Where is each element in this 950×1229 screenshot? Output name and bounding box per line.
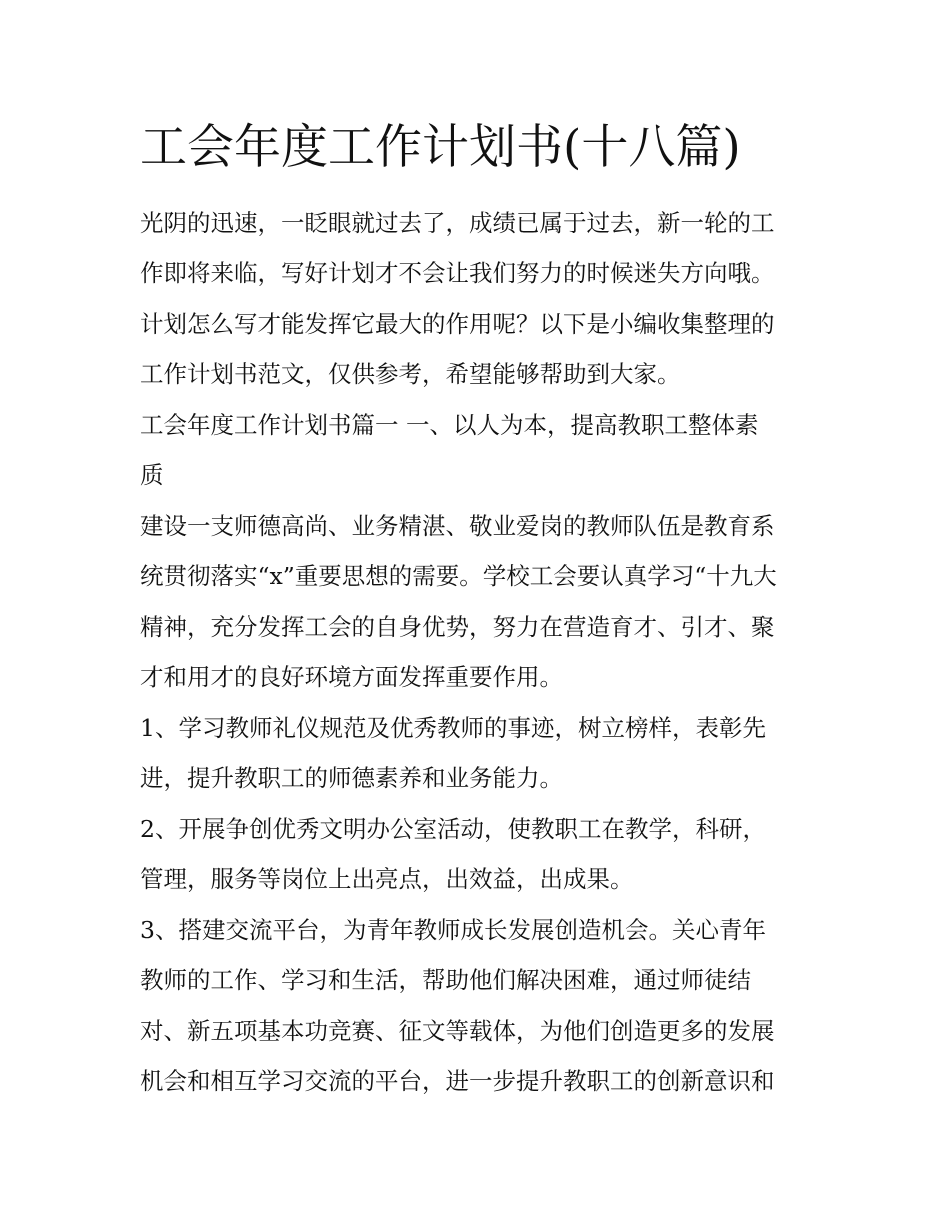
- list-item-line: 教师的工作、学习和生活，帮助他们解决困难，通过师徒结: [140, 966, 751, 994]
- paragraph-line: 才和用才的良好环境方面发挥重要作用。: [140, 663, 563, 691]
- list-item-line: 机会和相互学习交流的平台，进一步提升教职工的创新意识和: [140, 1067, 775, 1095]
- list-item-line: 进，提升教职工的师德素养和业务能力。: [140, 764, 563, 792]
- paragraph-line: 工作计划书范文，仅供参考，希望能够帮助到大家。: [140, 360, 681, 388]
- section-heading-line: 质: [140, 461, 164, 489]
- list-item-line: 3、搭建交流平台，为青年教师成长发展创造机会。关心青年: [140, 916, 766, 944]
- list-item-line: 1、学习教师礼仪规范及优秀教师的事迹，树立榜样，表彰先: [140, 714, 766, 742]
- paragraph-line: 精神，充分发挥工会的自身优势，努力在营造育才、引才、聚: [140, 613, 775, 641]
- list-item-line: 管理，服务等岗位上出亮点，出效益，出成果。: [140, 865, 634, 893]
- paragraph-line: 统贯彻落实“x”重要思想的需要。学校工会要认真学习“十九大: [140, 562, 777, 590]
- section-heading-line: 工会年度工作计划书篇一 一、以人为本，提高教职工整体素: [140, 411, 759, 439]
- list-item-line: 2、开展争创优秀文明办公室活动，使教职工在教学，科研，: [140, 815, 766, 843]
- paragraph-line: 光阴的迅速，一眨眼就过去了，成绩已属于过去，新一轮的工: [140, 209, 775, 237]
- document-title: 工会年度工作计划书(十八篇): [140, 120, 741, 175]
- list-item-line: 对、新五项基本功竞赛、征文等载体，为他们创造更多的发展: [140, 1017, 775, 1045]
- paragraph-line: 计划怎么写才能发挥它最大的作用呢？以下是小编收集整理的: [140, 310, 775, 338]
- paragraph-line: 建设一支师德高尚、业务精湛、敬业爱岗的教师队伍是教育系: [140, 512, 775, 540]
- paragraph-line: 作即将来临，写好计划才不会让我们努力的时候迷失方向哦。: [140, 259, 775, 287]
